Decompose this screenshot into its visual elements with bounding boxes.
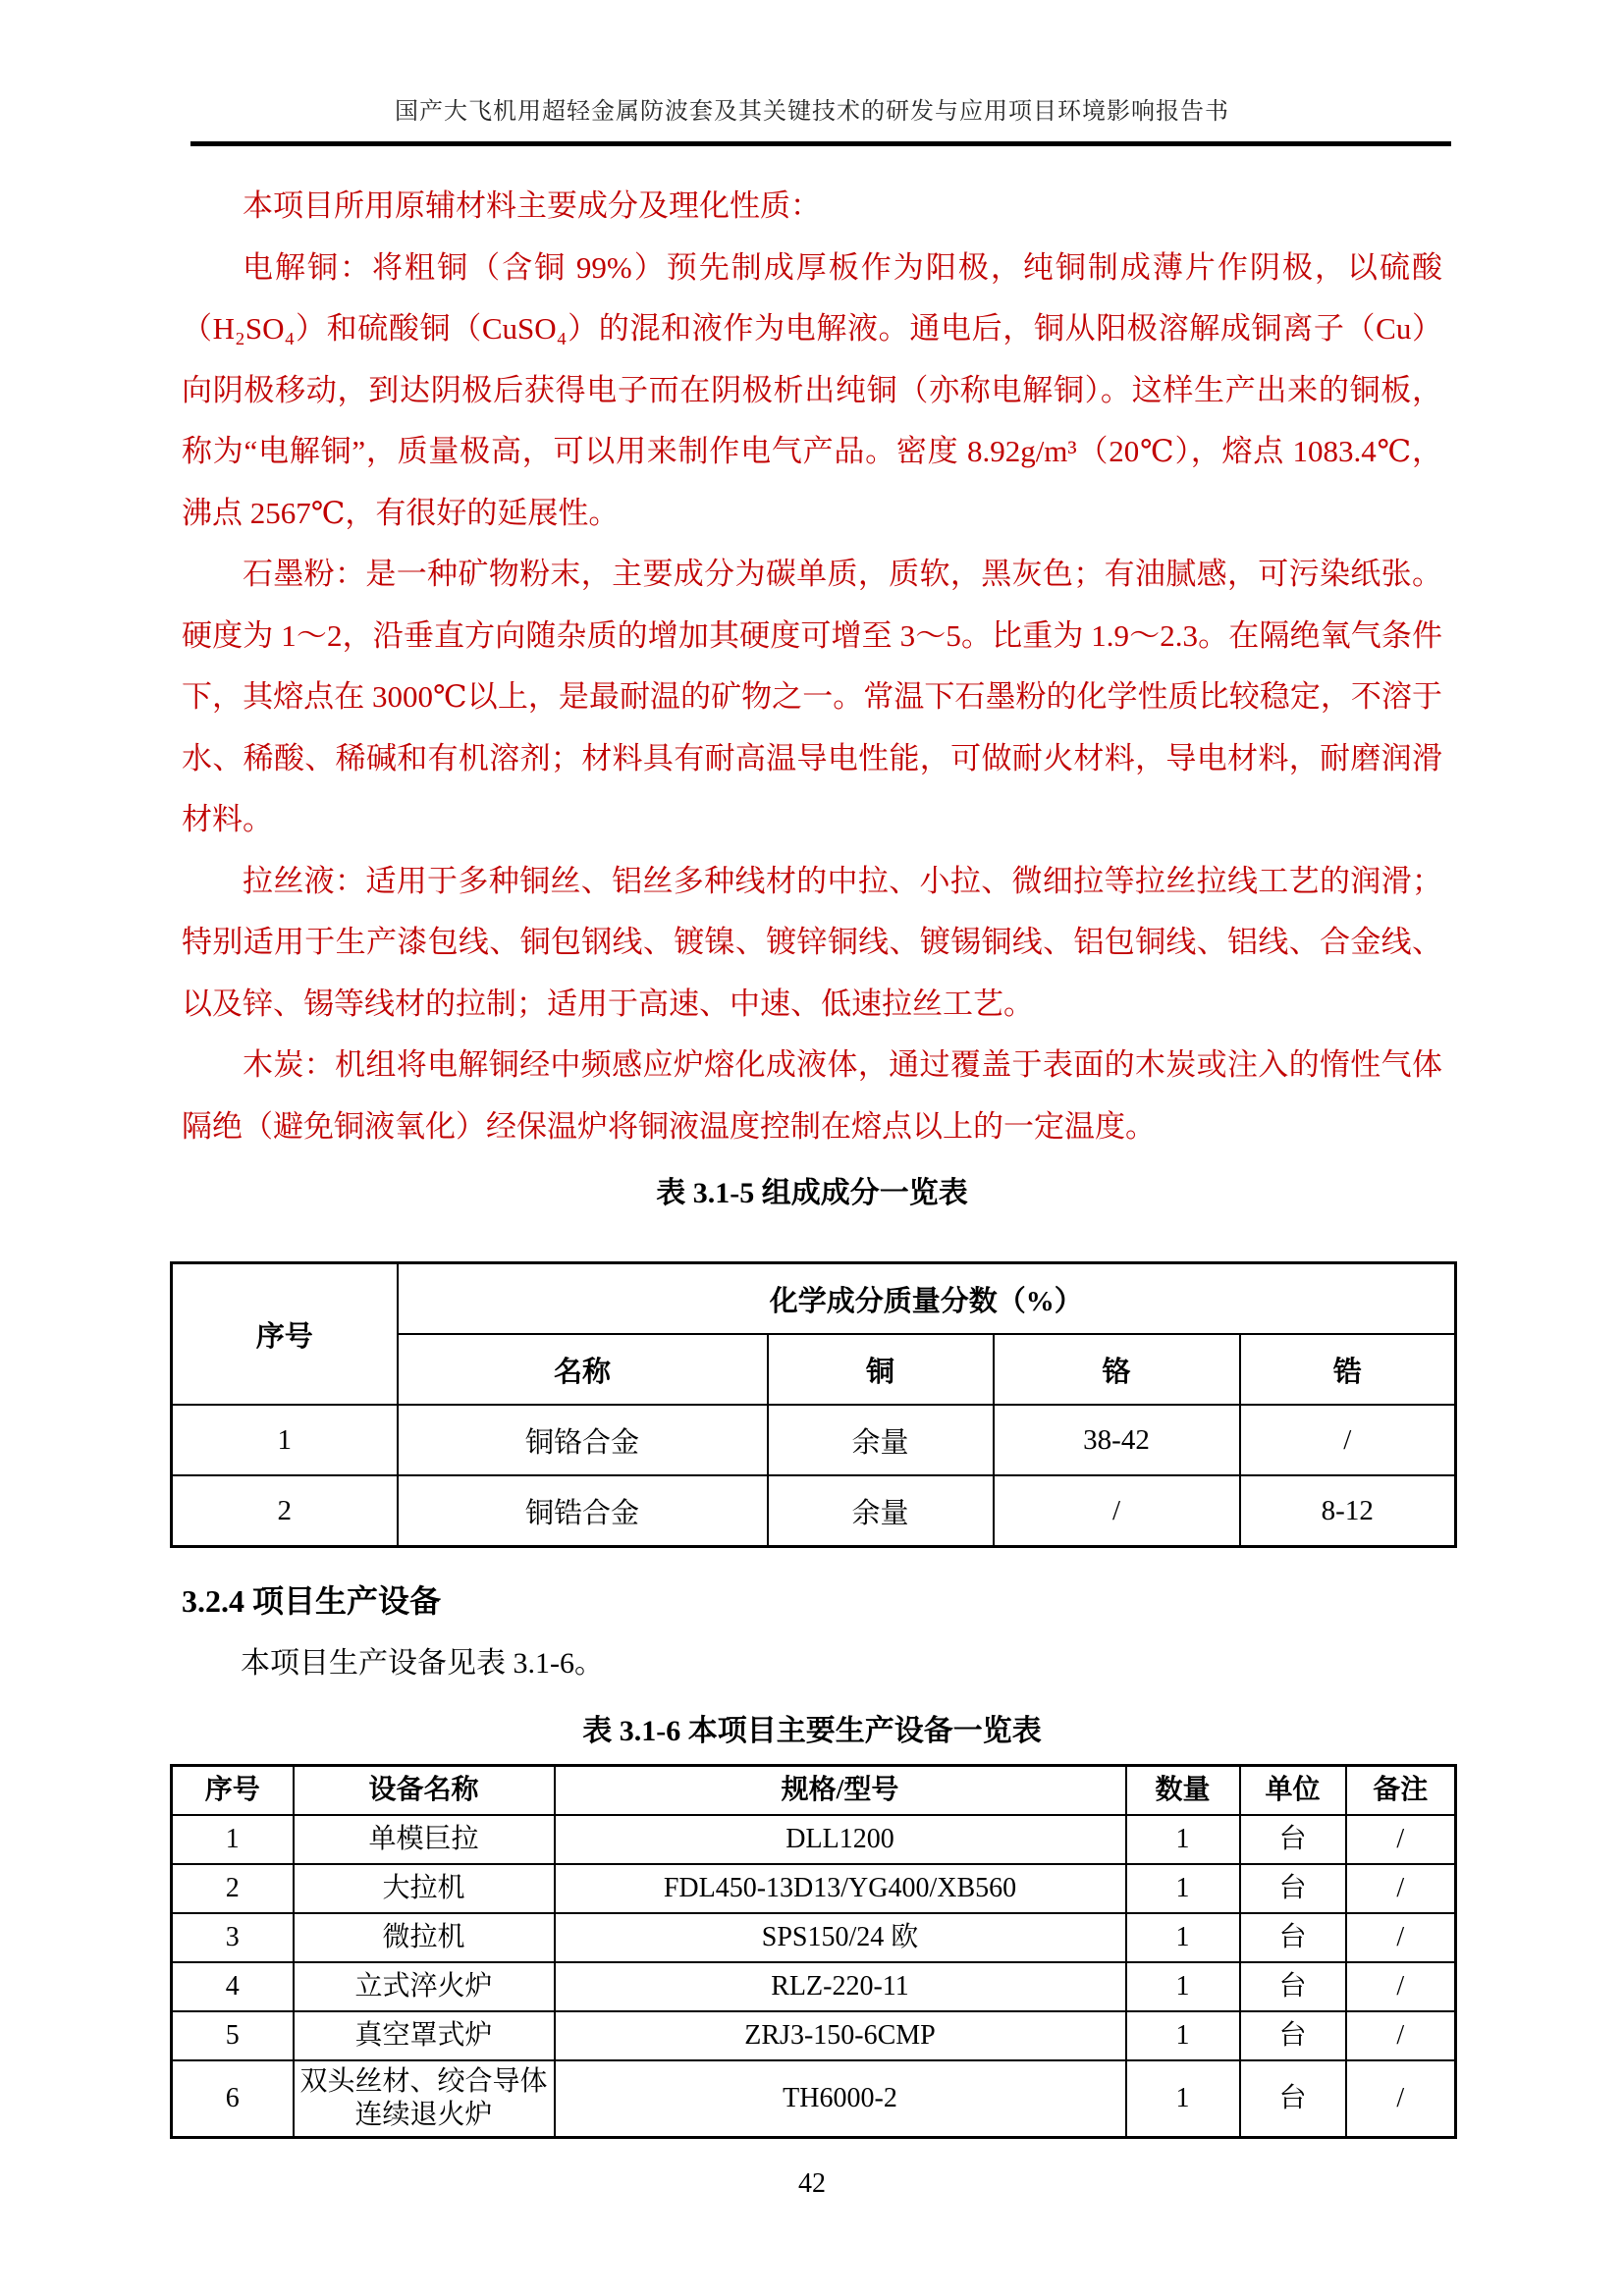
table-row	[172, 1913, 1456, 1962]
table-cell: 立式淬火炉	[294, 1962, 555, 2011]
table-cell: 台	[1240, 2060, 1346, 2138]
table-cell: /	[1346, 1913, 1456, 1962]
equipment-table	[170, 1764, 1457, 2139]
paragraph-raw-materials-intro: 本项目所用原辅材料主要成分及理化性质：	[243, 188, 821, 223]
table-cell: 大拉机	[294, 1864, 555, 1913]
table-cell: /	[1240, 1405, 1456, 1475]
table-row	[172, 2011, 1456, 2060]
table-cell: /	[1346, 2060, 1456, 2138]
table-cell: /	[994, 1475, 1240, 1547]
composition-table	[170, 1261, 1457, 1548]
table-cell: 台	[1240, 1962, 1346, 2011]
table-row	[172, 1405, 1456, 1475]
table-cell: DLL1200	[555, 1815, 1126, 1864]
paragraph-electrolytic-copper: 电解铜：将粗铜（含铜 99%）预先制成厚板作为阳极，纯铜制成薄片作阴极，以硫酸（H₂SO₄）和硫酸铜（CuSO₄）的混和液作为电解液。通电后，铜从阳极溶解成铜离子（Cu）向阴极移动，到达阴极后获得电子而在阴极析出纯铜（亦称电解铜）。这样生产出来的铜板，称为“电解铜”，质量极高，可以用来制作电气产品。密度 8.92g/m³（20℃），熔点 1083.4℃，沸点 2567℃，有很好的延展性。	[182, 249, 1442, 530]
col-header-name: 名称	[398, 1334, 768, 1405]
table-cell: 铜铬合金	[398, 1405, 768, 1475]
table-cell: FDL450-13D13/YG400/XB560	[555, 1864, 1126, 1913]
table-cell: 3	[172, 1913, 294, 1962]
col-header-quantity: 数量	[1126, 1766, 1240, 1816]
col-header-index: 序号	[172, 1263, 398, 1406]
col-header-index: 序号	[172, 1766, 294, 1816]
table-cell: 单模巨拉	[294, 1815, 555, 1864]
table-cell: 微拉机	[294, 1913, 555, 1962]
table-cell: 台	[1240, 1815, 1346, 1864]
col-header-zirconium: 锆	[1240, 1334, 1456, 1405]
table-cell: /	[1346, 1815, 1456, 1864]
equipment-intro-line: 本项目生产设备见表 3.1-6。	[241, 1647, 604, 1680]
table-cell: /	[1346, 1962, 1456, 2011]
table-cell: 38-42	[994, 1405, 1240, 1475]
table-3-1-6-title: 表 3.1-6 本项目主要生产设备一览表	[582, 1715, 1042, 1747]
table-cell: 5	[172, 2011, 294, 2060]
col-header-group-chemical-composition: 化学成分质量分数（%）	[398, 1263, 1456, 1335]
document-header-title: 国产大飞机用超轻金属防波套及其关键技术的研发与应用项目环境影响报告书	[395, 99, 1229, 125]
header-rule	[190, 141, 1451, 146]
table-row	[172, 2060, 1456, 2138]
table-row	[172, 1475, 1456, 1547]
table-cell: 1	[1126, 1815, 1240, 1864]
table-cell: SPS150/24 欧	[555, 1913, 1126, 1962]
page-number: 42	[798, 2168, 826, 2199]
table-cell: 1	[172, 1815, 294, 1864]
table-cell: 6	[172, 2060, 294, 2138]
table-cell: TH6000-2	[555, 2060, 1126, 2138]
table-cell: 余量	[768, 1475, 994, 1547]
table-cell: 余量	[768, 1405, 994, 1475]
table-cell: 1	[1126, 2060, 1240, 2138]
col-header-remark: 备注	[1346, 1766, 1456, 1816]
table-cell: ZRJ3-150-6CMP	[555, 2011, 1126, 2060]
table-cell: 真空罩式炉	[294, 2011, 555, 2060]
table-cell: 1	[1126, 2011, 1240, 2060]
table-cell: 2	[172, 1475, 398, 1547]
table-cell: /	[1346, 2011, 1456, 2060]
col-header-spec-model: 规格/型号	[555, 1766, 1126, 1816]
table-cell: 铜锆合金	[398, 1475, 768, 1547]
col-header-chromium: 铬	[994, 1334, 1240, 1405]
table-cell: 台	[1240, 1913, 1346, 1962]
table-3-1-5-title: 表 3.1-5 组成成分一览表	[656, 1177, 968, 1209]
table-cell: 2	[172, 1864, 294, 1913]
table-cell: 台	[1240, 1864, 1346, 1913]
table-cell: 1	[172, 1405, 398, 1475]
body-paragraphs	[170, 176, 1454, 1157]
col-header-copper: 铜	[768, 1334, 994, 1405]
section-heading-3-2-4: 3.2.4 项目生产设备	[182, 1583, 442, 1619]
table-row	[172, 1263, 1456, 1335]
table-cell: 双头丝材、绞合导体连续退火炉	[294, 2060, 555, 2138]
table-cell: RLZ-220-11	[555, 1962, 1126, 2011]
col-header-equipment-name: 设备名称	[294, 1766, 555, 1816]
paragraph-charcoal: 木炭：机组将电解铜经中频感应炉熔化成液体，通过覆盖于表面的木炭或注入的惰性气体隔绝（避免铜液氧化）经保温炉将铜液温度控制在熔点以上的一定温度。	[182, 1047, 1442, 1144]
page-content	[170, 176, 1454, 2200]
table-cell: 4	[172, 1962, 294, 2011]
table-cell: 8-12	[1240, 1475, 1456, 1547]
table-cell: /	[1346, 1864, 1456, 1913]
table-row	[172, 1864, 1456, 1913]
table-header-row	[172, 1766, 1456, 1816]
col-header-unit: 单位	[1240, 1766, 1346, 1816]
table-cell: 1	[1126, 1864, 1240, 1913]
paragraph-graphite-powder: 石墨粉：是一种矿物粉末，主要成分为碳单质，质软，黑灰色；有油腻感，可污染纸张。硬度为 1～2，沿垂直方向随杂质的增加其硬度可增至 3～5。比重为 1.9～2.3。在隔绝氧气条件下，其熔点在 3000℃以上，是最耐温的矿物之一。常温下石墨粉的化学性质比较稳定，不溶于水、稀酸、稀碱和有机溶剂；材料具有耐高温导电性能，可做耐火材料，导电材料，耐磨润滑材料。	[182, 557, 1442, 836]
table-cell: 台	[1240, 2011, 1346, 2060]
table-row	[172, 1962, 1456, 2011]
table-row	[172, 1815, 1456, 1864]
table-cell: 1	[1126, 1913, 1240, 1962]
paragraph-drawing-fluid: 拉丝液：适用于多种铜丝、铝丝多种线材的中拉、小拉、微细拉等拉丝拉线工艺的润滑；特别适用于生产漆包线、铜包钢线、镀镍、镀锌铜线、镀锡铜线、铝包铜线、铝线、合金线、以及锌、锡等线材的拉制；适用于高速、中速、低速拉丝工艺。	[182, 863, 1442, 1021]
table-cell: 1	[1126, 1962, 1240, 2011]
